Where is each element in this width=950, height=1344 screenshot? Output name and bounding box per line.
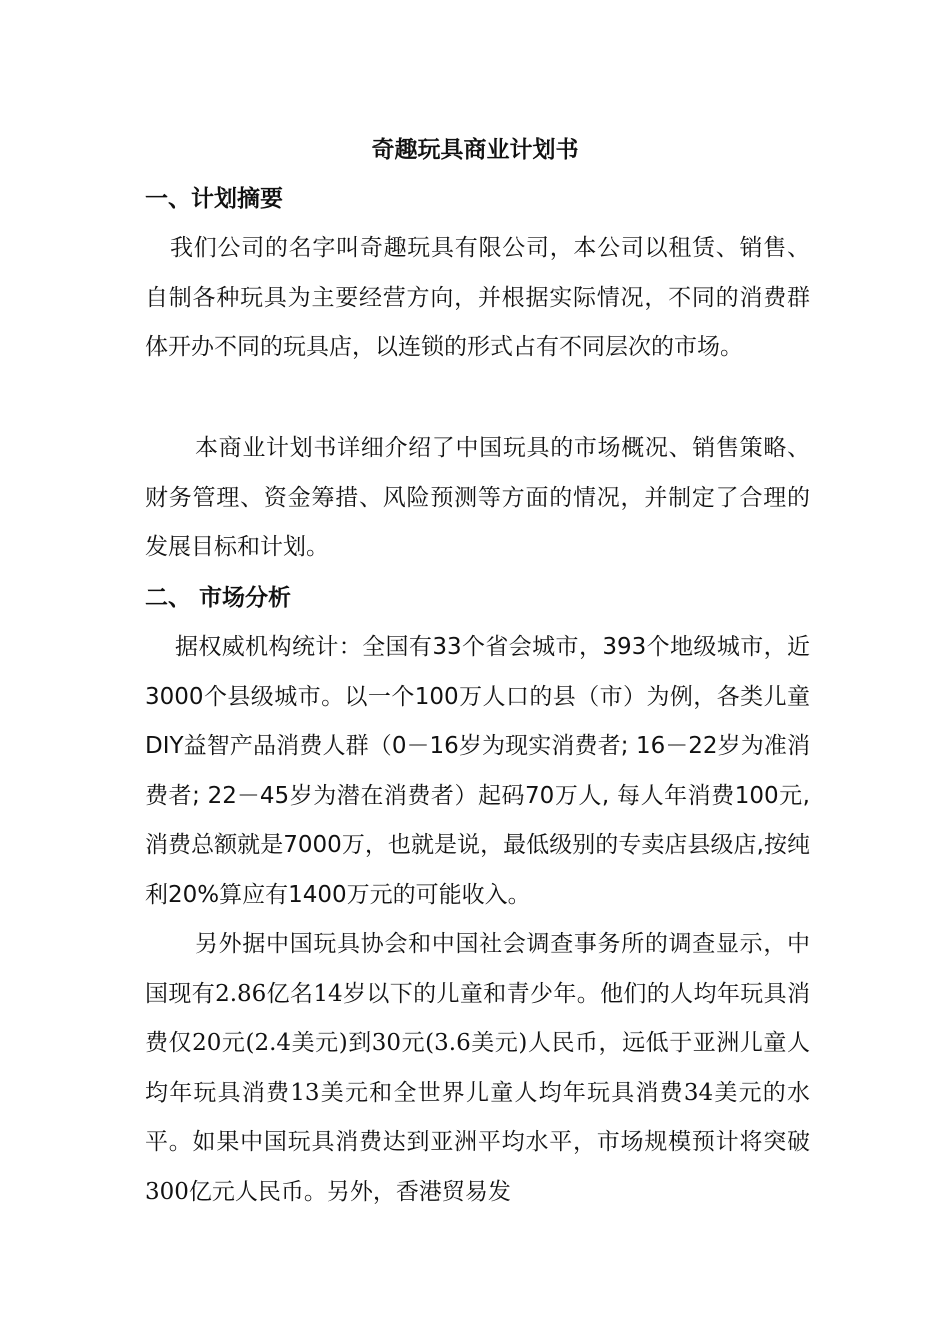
market-paragraph-2: 另外据中国玩具协会和中国社会调查事务所的调查显示，中国现有2.86亿名14岁以下的儿童和青少年。他们的人均年玩具消费仅20元(2.4美元)到30元(3.6美元)人民币，远低于亚洲儿童人均年玩具消费13美元和全世界儿童人均年玩具消费34美元的水平。如果中国玩具消费达到亚洲平均水平，市场规模预计将突破300亿元人民币。另外，香港贸易发	[145, 931, 810, 1205]
section-heading-summary: 一、计划摘要	[145, 186, 283, 212]
section-heading-market-analysis: 二、 市场分析	[145, 585, 292, 611]
summary-paragraph-1: 我们公司的名字叫奇趣玩具有限公司，本公司以租赁、销售、自制各种玩具为主要经营方向，并根据实际情况，不同的消费群体开办不同的玩具店，以连锁的形式占有不同层次的市场。	[145, 235, 810, 360]
market-paragraph-1: 据权威机构统计：全国有33个省会城市，393个地级城市，近3000个县级城市。以一个100万人口的县（市）为例，各类儿童DIY益智产品消费人群（0－16岁为现实消费者; 16－22岁为准消费者; 22－45岁为潜在消费者）起码70万人, 每人年消费100元,消费总额就是7000万，也就是说，最低级别的专卖店县级店,按纯利20%算应有1400万元的可能收入。	[145, 634, 810, 908]
document-title: 奇趣玩具商业计划书	[371, 137, 579, 163]
summary-paragraph-2: 本商业计划书详细介绍了中国玩具的市场概况、销售策略、财务管理、资金筹措、风险预测等方面的情况，并制定了合理的发展目标和计划。	[145, 435, 810, 560]
